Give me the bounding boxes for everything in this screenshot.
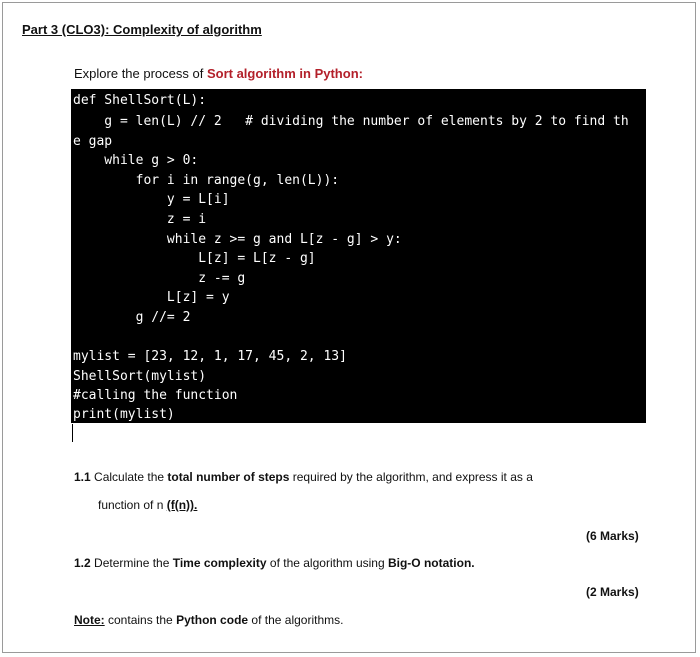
code-line: e gap (73, 134, 113, 149)
code-line: while g > 0: (73, 153, 199, 168)
code-line: mylist = [23, 12, 1, 17, 45, 2, 13] (73, 349, 347, 364)
question-emphasis: Time complexity (172, 556, 267, 570)
part-title: Part 3 (CLO3): Complexity of algorithm (22, 22, 262, 37)
question-emphasis: total number of steps (167, 470, 290, 484)
code-line: ShellSort(mylist) (73, 369, 207, 384)
question-emphasis: Big-O notation. (387, 556, 475, 570)
question-number: 1.1 (74, 470, 91, 484)
code-line: L[z] = L[z - g] (73, 251, 316, 266)
explore-instruction (74, 66, 363, 81)
code-line: while z >= g and L[z - g] > y: (73, 232, 402, 247)
code-line: y = L[i] (73, 192, 230, 207)
code-line: z = i (73, 212, 207, 227)
question-text: required by the algorithm, and express it as a (289, 470, 533, 484)
note-emphasis: Python code (176, 613, 249, 627)
code-line: z -= g (73, 271, 246, 286)
code-line: def ShellSort(L): (73, 93, 207, 108)
question-1-1-line-2 (98, 498, 197, 512)
code-line: for i in range(g, len(L)): (73, 173, 340, 188)
question-1-2 (74, 556, 475, 570)
code-block (71, 89, 646, 423)
question-1-1 (74, 470, 533, 484)
question-text: Calculate the (90, 470, 168, 484)
question-text: of the algorithm using (266, 556, 388, 570)
marks-label: (2 Marks) (586, 585, 639, 599)
question-number: 1.2 (74, 556, 91, 570)
code-line: print(mylist) (73, 407, 175, 422)
text-cursor (72, 424, 73, 442)
question-text: function of n (98, 498, 167, 512)
question-text: Determine the (90, 556, 173, 570)
note-text: of the algorithms. (248, 613, 344, 627)
code-line: #calling the function (73, 388, 238, 403)
note (74, 613, 343, 627)
code-line: g //= 2 (73, 310, 191, 325)
code-line: g = len(L) // 2 # dividing the number of elements by 2 to find th (73, 114, 629, 129)
note-text: contains the (104, 613, 177, 627)
explore-prefix: Explore the process of (74, 66, 207, 81)
note-label: Note: (74, 613, 105, 627)
explore-accent: Sort algorithm in Python: (206, 66, 363, 81)
code-line: L[z] = y (73, 290, 230, 305)
marks-label: (6 Marks) (586, 529, 639, 543)
question-emphasis: (f(n)). (166, 498, 198, 512)
